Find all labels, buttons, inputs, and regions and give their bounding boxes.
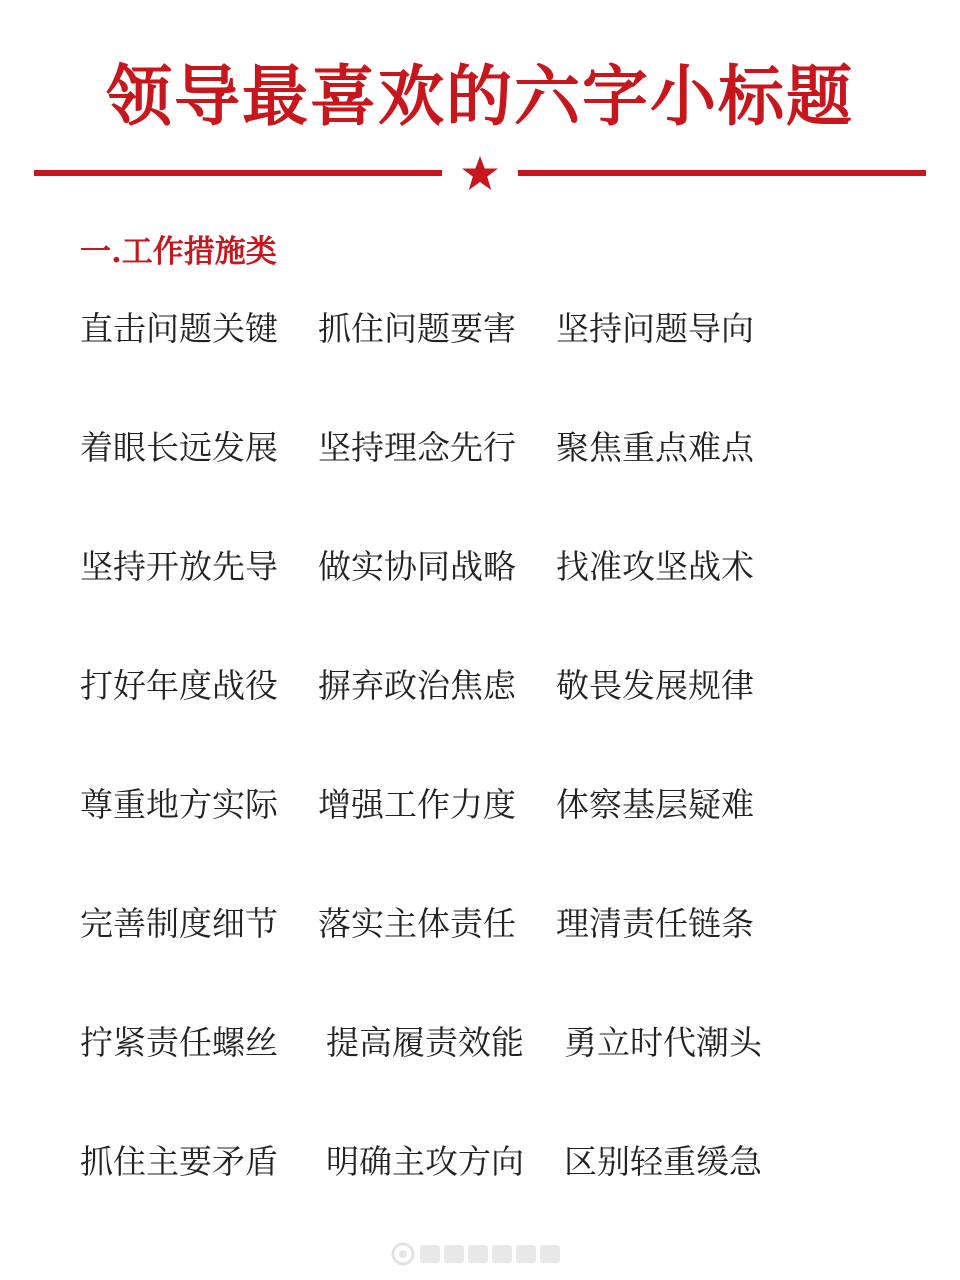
phrase-item: 尊重地方实际 — [80, 785, 278, 824]
phrase-item: 坚持问题导向 — [556, 309, 754, 348]
phrase-row — [80, 782, 900, 901]
phrase-item: 体察基层疑难 — [556, 785, 754, 824]
phrase-item: 坚持理念先行 — [318, 428, 516, 467]
phrase-item: 着眼长远发展 — [80, 428, 278, 467]
phrase-item: 聚焦重点难点 — [556, 428, 754, 467]
phrase-item: 区别轻重缓急 — [564, 1142, 762, 1181]
phrase-row — [80, 901, 900, 1020]
phrase-item: 打好年度战役 — [80, 666, 278, 705]
phrase-item: 勇立时代潮头 — [564, 1023, 762, 1062]
phrase-item: 抓住主要矛盾 — [80, 1142, 278, 1181]
phrase-item: 明确主攻方向 — [326, 1142, 524, 1181]
phrase-item: 增强工作力度 — [318, 785, 516, 824]
phrase-item: 敬畏发展规律 — [556, 666, 754, 705]
phrase-item: 提高履责效能 — [326, 1023, 524, 1062]
star-icon — [460, 154, 500, 194]
phrase-item: 落实主体责任 — [318, 904, 516, 943]
phrase-row — [80, 425, 900, 544]
phrase-row — [80, 1020, 900, 1139]
title-divider — [34, 154, 926, 194]
phrase-row — [80, 663, 900, 782]
phrase-item: 做实协同战略 — [318, 547, 516, 586]
phrase-list — [80, 306, 900, 1258]
page-title: 领导最喜欢的六字小标题 — [106, 58, 854, 135]
phrase-item: 坚持开放先导 — [80, 547, 278, 586]
phrase-item: 找准攻坚战术 — [556, 547, 754, 586]
phrase-row — [80, 544, 900, 663]
phrase-item: 拧紧责任螺丝 — [80, 1023, 278, 1062]
phrase-item: 抓住问题要害 — [318, 309, 516, 348]
phrase-item: 直击问题关键 — [80, 309, 278, 348]
phrase-item: 完善制度细节 — [80, 904, 278, 943]
watermark — [390, 1241, 572, 1267]
phrase-item: 摒弃政治焦虑 — [318, 666, 516, 705]
divider-line-right — [518, 170, 926, 176]
phrase-row — [80, 306, 900, 425]
phrase-item: 理清责任链条 — [556, 904, 754, 943]
divider-line-left — [34, 170, 442, 176]
section-heading: 一.工作措施类 — [80, 234, 277, 270]
